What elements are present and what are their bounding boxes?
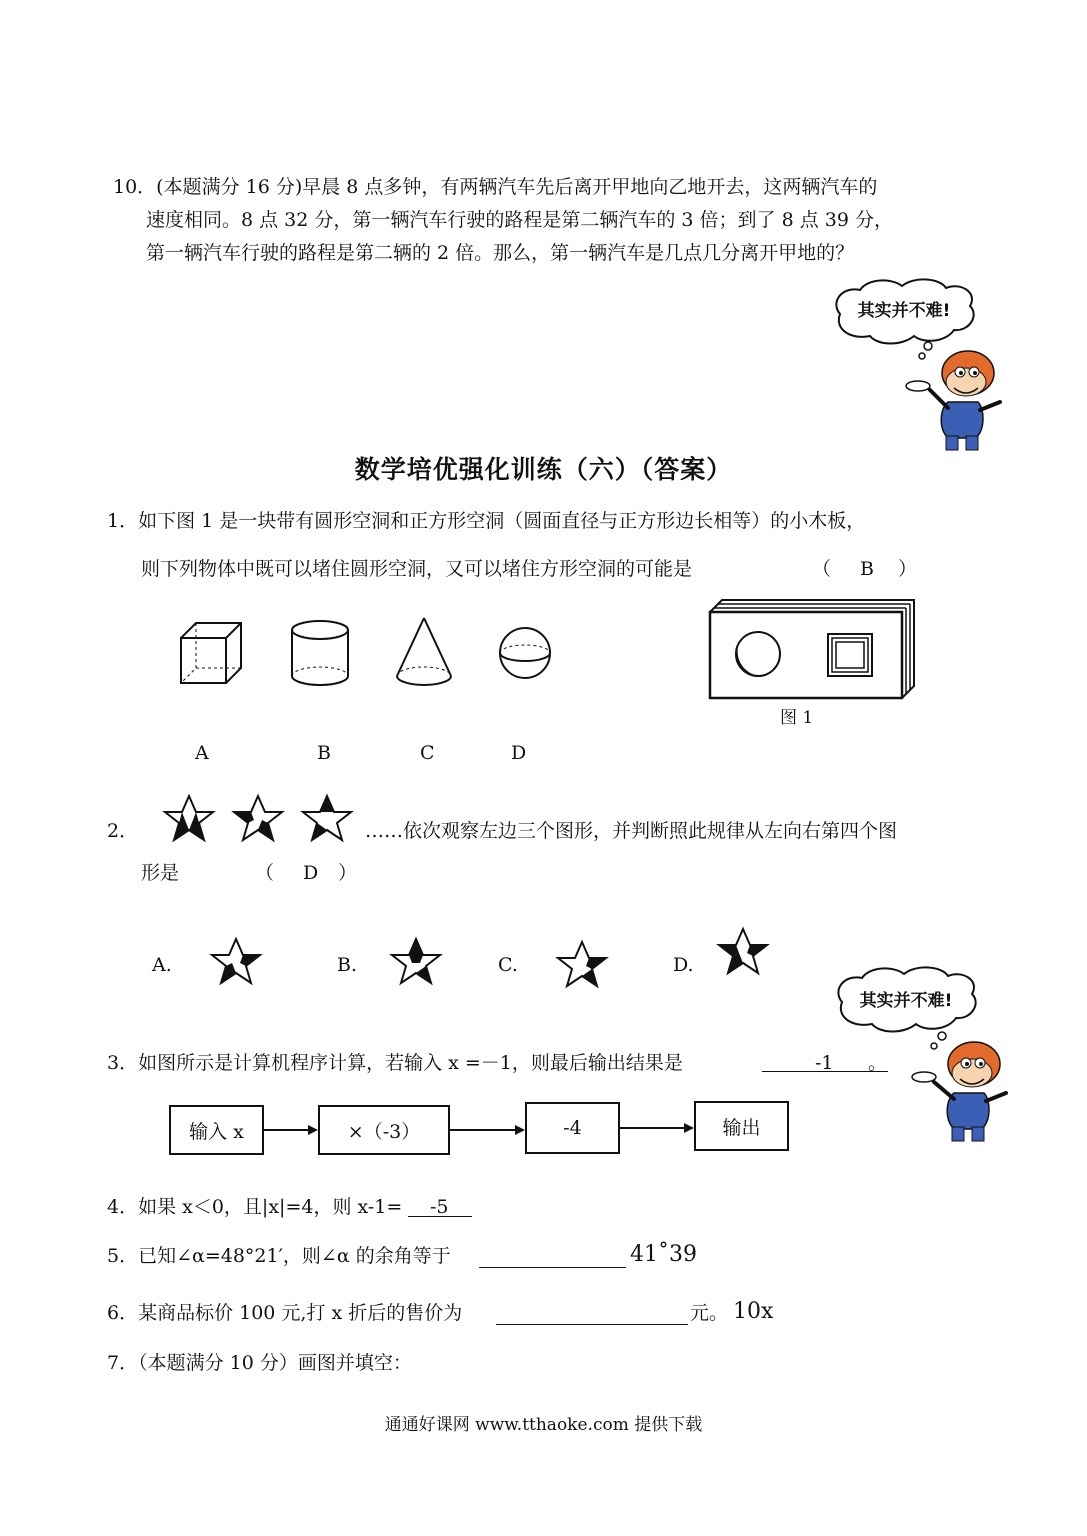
arrow-right-icon xyxy=(262,1118,702,1142)
q2-answer: D xyxy=(303,862,319,884)
cartoon-monkey-1 xyxy=(828,278,1013,453)
q1-option-d: D xyxy=(511,742,527,764)
bubble-text: 其实并不难! xyxy=(857,301,951,321)
star-a-icon xyxy=(206,935,266,987)
q2-line-1: ……依次观察左边三个图形，并判断照此规律从左向右第四个图 xyxy=(365,820,898,842)
q1-answer: B xyxy=(860,558,874,580)
page-title: 数学培优强化训练（六）（答案） xyxy=(354,455,733,484)
q1-line-2: 则下列物体中既可以堵住圆形空洞，又可以堵住方形空洞的可能是 xyxy=(141,558,693,580)
q4-text: 4．如果 x＜0，且|x|=4，则 x-1= xyxy=(107,1196,403,1218)
cube-shape xyxy=(176,618,246,688)
star-b-icon xyxy=(386,935,446,987)
q2-option-d-label: D. xyxy=(673,954,694,976)
cylinder-shape xyxy=(288,618,352,690)
q2-option-d-star xyxy=(712,925,774,981)
sphere-icon xyxy=(496,624,554,682)
q2-option-a-label: A. xyxy=(152,954,172,976)
q10-line-1: 10．(本题满分 16 分)早晨 8 点多钟，有两辆汽车先后离开甲地向乙地开去，这两辆汽车的 xyxy=(113,176,878,198)
monkey-illustration-icon xyxy=(828,278,1013,453)
q10-line-3: 第一辆汽车行驶的路程是第二辆的 2 倍。那么，第一辆汽车是几点几分离开甲地的？ xyxy=(146,242,855,264)
q2-star-sequence xyxy=(155,790,370,846)
bubble-text-2: 其实并不难! xyxy=(859,991,953,1011)
q2-option-b-label: B. xyxy=(337,954,358,976)
flow-arrows xyxy=(262,1118,702,1142)
q1-option-b: B xyxy=(317,742,331,764)
flow-multiply-box: ×（-3） xyxy=(318,1105,450,1155)
q2-paren-open: （ xyxy=(255,862,275,884)
q6-answer: 10x xyxy=(733,1299,774,1324)
q3-answer: -1 xyxy=(815,1052,834,1074)
q1-option-a: A xyxy=(195,742,209,764)
q4-answer: -5 xyxy=(430,1196,449,1218)
figure-1-caption: 图 1 xyxy=(780,708,814,728)
star-c-icon xyxy=(552,938,612,990)
q5-text: 5．已知∠α=48°21′，则∠α 的余角等于 xyxy=(107,1245,451,1267)
cube-icon xyxy=(176,618,246,688)
q10-line-2: 速度相同。8 点 32 分，第一辆汽车行驶的路程是第二辆汽车的 3 倍；到了 8 点 39 分， xyxy=(146,209,893,231)
q3-period: 。 xyxy=(868,1052,888,1074)
q5-answer-blank xyxy=(479,1245,626,1268)
cylinder-icon xyxy=(288,618,352,690)
flow-output-box: 输出 xyxy=(694,1101,789,1151)
q1-option-c: C xyxy=(420,742,435,764)
q2-number: 2． xyxy=(107,820,139,842)
q6-unit: 元。 xyxy=(690,1302,729,1324)
q5-answer: 41˚39 xyxy=(630,1242,697,1267)
q7-text: 7．（本题满分 10 分）画图并填空： xyxy=(107,1352,412,1374)
flow-subtract-box: -4 xyxy=(525,1102,620,1154)
q2-option-a-star xyxy=(206,935,266,987)
cone-shape xyxy=(393,614,455,690)
page-footer: 通通好课网 www.tthaoke.com 提供下载 xyxy=(384,1415,703,1435)
q1-paren-close: ） xyxy=(898,558,918,580)
star-sequence-icon xyxy=(155,790,370,846)
q1-paren-open: （ xyxy=(812,558,832,580)
q1-line-1: 1．如下图 1 是一块带有圆形空洞和正方形空洞（圆面直径与正方形边长相等）的小木板， xyxy=(107,510,866,532)
sphere-shape xyxy=(496,624,554,682)
q6-answer-blank xyxy=(496,1302,688,1325)
q6-text: 6．某商品标价 100 元,打 x 折后的售价为 xyxy=(107,1302,463,1324)
q2-paren-close: ） xyxy=(338,862,358,884)
q2-option-c-label: C. xyxy=(498,954,518,976)
q2-line-2: 形是 xyxy=(141,862,180,884)
star-d-icon xyxy=(712,925,774,981)
cone-icon xyxy=(393,614,455,690)
q2-option-b-star xyxy=(386,935,446,987)
q3-text: 3．如图所示是计算机程序计算，若输入 x =－1，则最后输出结果是 xyxy=(107,1052,683,1074)
flow-input-box: 输入 x xyxy=(169,1105,264,1155)
q2-option-c-star xyxy=(552,938,612,990)
